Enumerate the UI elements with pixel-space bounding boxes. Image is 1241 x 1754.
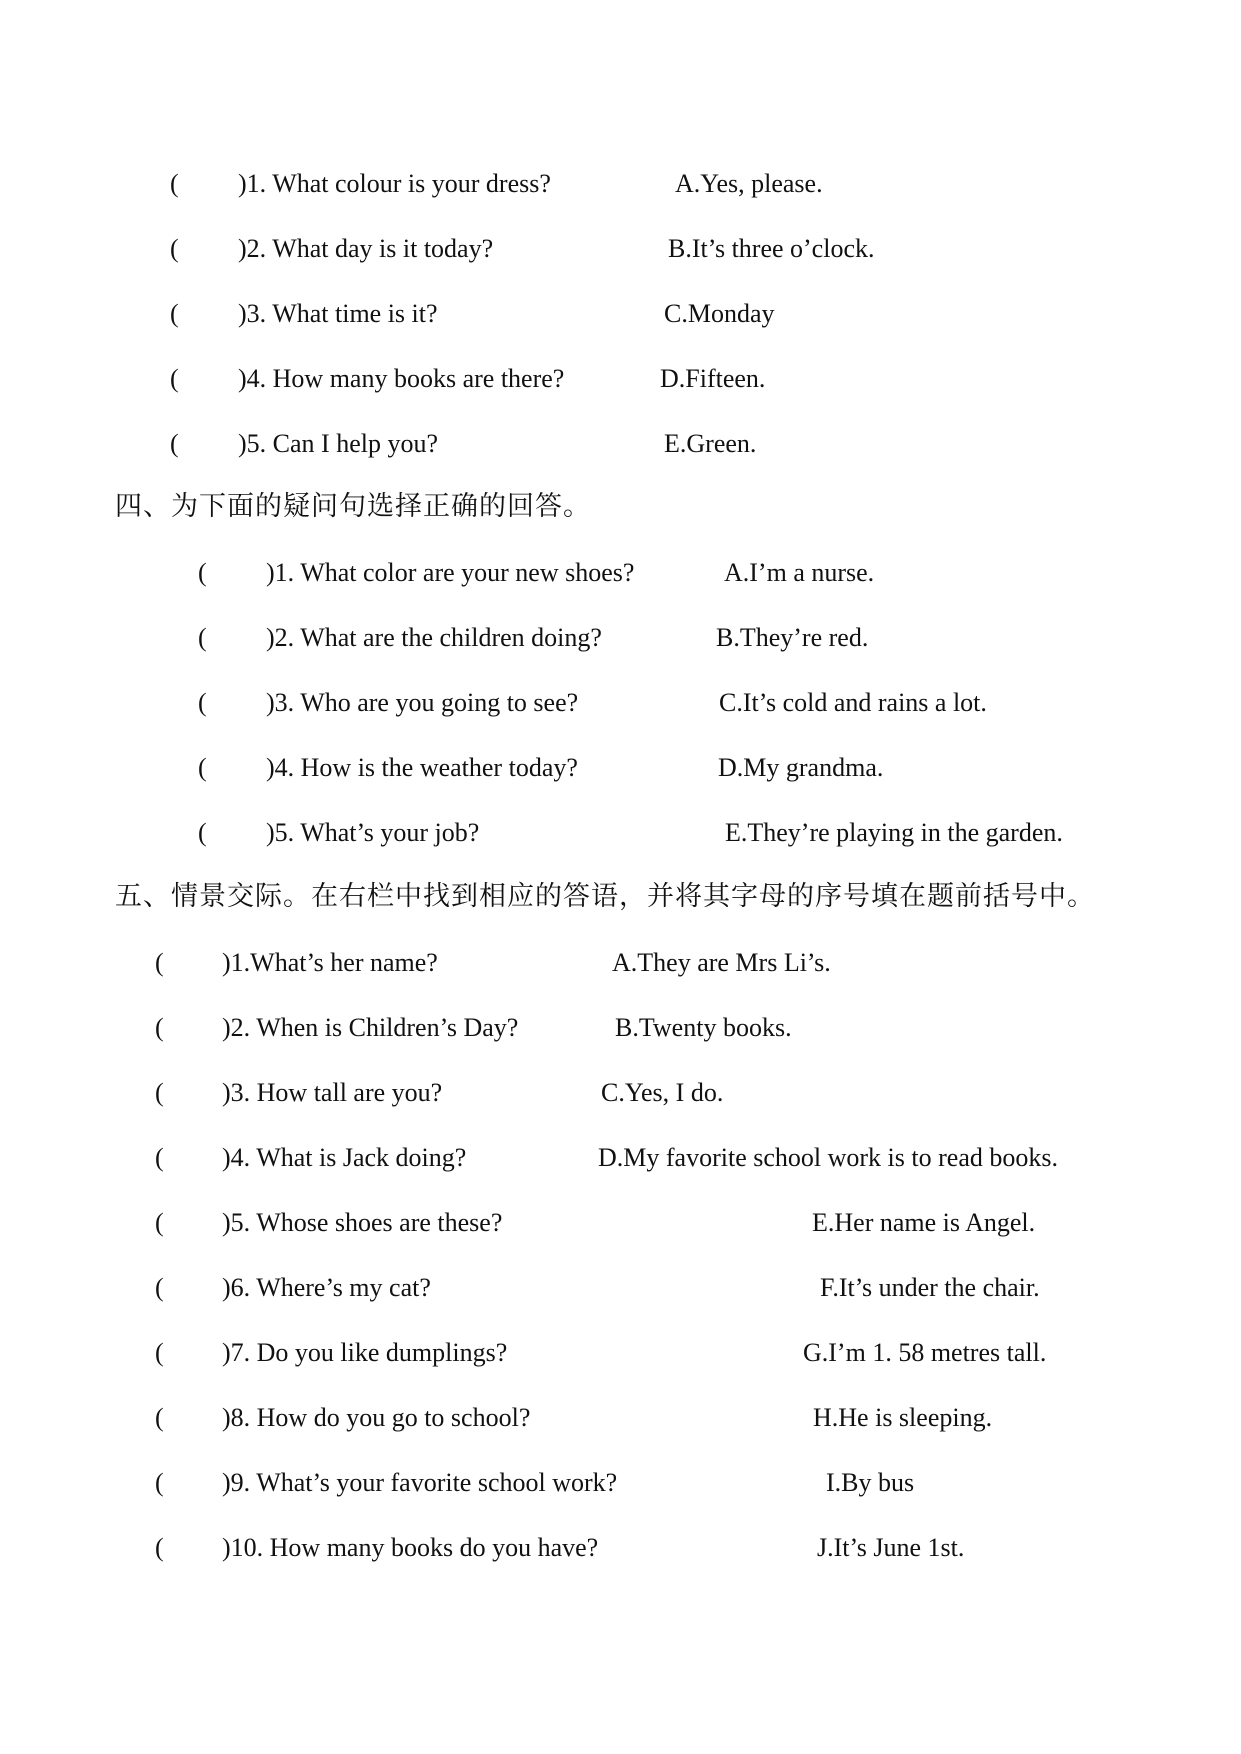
answer-bracket[interactable]: ( <box>155 948 164 977</box>
answer-option: A.They are Mrs Li’s. <box>612 948 831 977</box>
question-text: )1.What’s her name? <box>222 948 438 977</box>
answer-bracket[interactable]: ( <box>155 1078 164 1107</box>
answer-bracket[interactable]: ( <box>170 234 179 263</box>
question-text: )8. How do you go to school? <box>222 1403 531 1432</box>
answer-bracket[interactable]: ( <box>155 1338 164 1367</box>
question-text: )4. How is the weather today? <box>266 753 578 782</box>
answer-option: I.By bus <box>826 1468 915 1497</box>
answer-bracket[interactable]: ( <box>198 753 207 782</box>
answer-option: A.Yes, please. <box>675 169 823 198</box>
answer-option: C.Yes, I do. <box>601 1078 724 1107</box>
question-text: )10. How many books do you have? <box>222 1533 599 1562</box>
answer-bracket[interactable]: ( <box>155 1143 164 1172</box>
answer-option: D.Fifteen. <box>660 364 766 393</box>
answer-bracket[interactable]: ( <box>170 364 179 393</box>
answer-option: E.They’re playing in the garden. <box>725 818 1063 847</box>
question-text: )5. What’s your job? <box>266 818 480 847</box>
section5-heading: 五、情景交际。在右栏中找到相应的答语，并将其字母的序号填在题前括号中。 <box>115 881 1095 912</box>
answer-bracket[interactable]: ( <box>198 688 207 717</box>
answer-bracket[interactable]: ( <box>155 1013 164 1042</box>
answer-option: G.I’m 1. 58 metres tall. <box>803 1338 1047 1367</box>
question-text: )6. Where’s my cat? <box>222 1273 431 1302</box>
question-text: )5. Whose shoes are these? <box>222 1208 503 1237</box>
question-text: )1. What colour is your dress? <box>238 169 551 198</box>
answer-bracket[interactable]: ( <box>198 623 207 652</box>
question-text: )2. What are the children doing? <box>266 623 602 652</box>
answer-option: C.It’s cold and rains a lot. <box>719 688 987 717</box>
answer-option: D.My grandma. <box>718 753 884 782</box>
question-text: )3. What time is it? <box>238 299 438 328</box>
question-text: )4. How many books are there? <box>238 364 565 393</box>
answer-option: F.It’s under the chair. <box>820 1273 1040 1302</box>
question-text: )2. When is Children’s Day? <box>222 1013 519 1042</box>
answer-bracket[interactable]: ( <box>155 1403 164 1432</box>
answer-option: E.Her name is Angel. <box>812 1208 1036 1237</box>
answer-bracket[interactable]: ( <box>155 1208 164 1237</box>
answer-bracket[interactable]: ( <box>170 429 179 458</box>
answer-option: E.Green. <box>664 429 757 458</box>
question-text: )5. Can I help you? <box>238 429 439 458</box>
question-text: )4. What is Jack doing? <box>222 1143 467 1172</box>
answer-bracket[interactable]: ( <box>198 558 207 587</box>
answer-bracket[interactable]: ( <box>170 169 179 198</box>
answer-option: J.It’s June 1st. <box>817 1533 965 1562</box>
question-text: )7. Do you like dumplings? <box>222 1338 508 1367</box>
answer-option: B.Twenty books. <box>615 1013 792 1042</box>
answer-bracket[interactable]: ( <box>170 299 179 328</box>
question-text: )3. Who are you going to see? <box>266 688 579 717</box>
answer-option: H.He is sleeping. <box>813 1403 993 1432</box>
answer-bracket[interactable]: ( <box>198 818 207 847</box>
answer-option: B.They’re red. <box>716 623 869 652</box>
question-text: )9. What’s your favorite school work? <box>222 1468 618 1497</box>
question-text: )3. How tall are you? <box>222 1078 443 1107</box>
question-text: )1. What color are your new shoes? <box>266 558 635 587</box>
answer-option: D.My favorite school work is to read books. <box>598 1143 1058 1172</box>
answer-option: A.I’m a nurse. <box>724 558 875 587</box>
answer-option: C.Monday <box>664 299 775 328</box>
answer-bracket[interactable]: ( <box>155 1533 164 1562</box>
answer-option: B.It’s three o’clock. <box>668 234 875 263</box>
answer-bracket[interactable]: ( <box>155 1273 164 1302</box>
answer-bracket[interactable]: ( <box>155 1468 164 1497</box>
question-text: )2. What day is it today? <box>238 234 494 263</box>
section4-heading: 四、为下面的疑问句选择正确的回答。 <box>115 491 591 522</box>
